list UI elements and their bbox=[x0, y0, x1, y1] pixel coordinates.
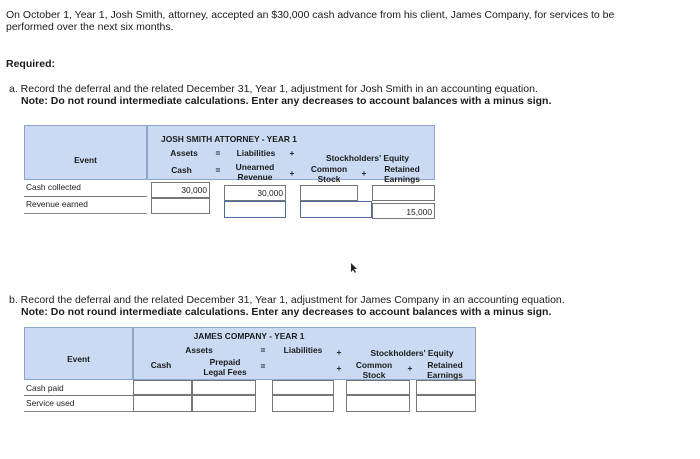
table-b-title: JAMES COMPANY - YEAR 1 bbox=[193, 331, 305, 341]
event-header: Event bbox=[74, 155, 97, 165]
part-b-note: Note: Do not round intermediate calculations. Enter any decreases to account balances with a minus sign. bbox=[21, 306, 552, 318]
input-liabilities-b-row2[interactable] bbox=[272, 395, 334, 412]
journal-table-b bbox=[24, 327, 476, 415]
prepaid-legal-fees-header bbox=[194, 358, 256, 377]
table-a-title: JOSH SMITH ATTORNEY - YEAR 1 bbox=[161, 134, 297, 144]
prepaid-line-1: Prepaid bbox=[209, 357, 241, 367]
cursor-icon bbox=[350, 262, 358, 274]
common-line-1: Common bbox=[310, 164, 348, 174]
row-event-cash-collected: Cash collected bbox=[26, 182, 81, 192]
row-divider-b-bottom bbox=[24, 411, 133, 412]
cash-column-header-b: Cash bbox=[150, 360, 172, 370]
row-event-revenue-earned: Revenue earned bbox=[26, 199, 88, 209]
part-a-instruction: a. Record the deferral and the related December 31, Year 1, adjustment for Josh Smith in an accounting equation. bbox=[9, 83, 538, 95]
input-liabilities-b-row1[interactable] bbox=[272, 380, 334, 395]
liabilities-header: Liabilities bbox=[236, 148, 276, 158]
prepaid-line-2: Legal Fees bbox=[203, 366, 247, 377]
row-divider bbox=[24, 196, 147, 197]
row-divider-bottom bbox=[24, 213, 147, 214]
required-label: Required: bbox=[6, 58, 56, 70]
input-prepaid-b-row2[interactable] bbox=[192, 395, 256, 412]
input-common-b-row1[interactable] bbox=[346, 380, 410, 395]
input-common-row1[interactable] bbox=[300, 185, 358, 201]
input-unearned-row2[interactable] bbox=[224, 201, 286, 218]
row-divider-b bbox=[24, 395, 133, 396]
journal-table-a bbox=[24, 125, 435, 218]
event-header-b: Event bbox=[67, 354, 90, 364]
input-cash-b-row2[interactable] bbox=[133, 395, 192, 412]
retained-line-1: Retained bbox=[384, 164, 420, 174]
plus-sign-b: + bbox=[336, 347, 342, 357]
retained-b-line-2: Earnings bbox=[427, 369, 463, 380]
common-stock-header-b bbox=[346, 361, 402, 380]
common-line-2: Stock bbox=[317, 173, 341, 184]
input-retained-b-row2[interactable] bbox=[416, 395, 476, 412]
equals-sign-2: = bbox=[215, 165, 221, 175]
assets-header: Assets bbox=[170, 148, 198, 158]
cash-column-header: Cash bbox=[171, 165, 192, 175]
intro-line-2: performed over the next six months. bbox=[6, 21, 174, 33]
stockholders-equity-header: Stockholders' Equity bbox=[326, 153, 409, 163]
retained-earnings-header-b bbox=[416, 361, 474, 380]
input-cash-row1[interactable]: 30,000 bbox=[151, 182, 210, 198]
equals-sign: = bbox=[215, 148, 221, 158]
plus-sign-b-3: + bbox=[407, 363, 413, 373]
unearned-line-2: Revenue bbox=[237, 171, 273, 182]
input-cash-b-row1[interactable] bbox=[133, 380, 192, 395]
assets-header-b: Assets bbox=[185, 345, 213, 355]
plus-sign-3: + bbox=[361, 168, 367, 178]
row-event-cash-paid: Cash paid bbox=[26, 383, 64, 393]
plus-sign-2: + bbox=[289, 168, 295, 178]
input-cash-row2[interactable] bbox=[151, 198, 210, 214]
equals-sign-b-2: = bbox=[260, 361, 266, 371]
part-b-instruction: b. Record the deferral and the related December 31, Year 1, adjustment for James Company in an accounting equation. bbox=[9, 294, 565, 306]
input-retained-row1[interactable] bbox=[372, 185, 435, 201]
unearned-revenue-header bbox=[224, 163, 286, 182]
input-common-b-row2[interactable] bbox=[346, 395, 410, 412]
event-header-cell bbox=[24, 125, 147, 180]
plus-sign: + bbox=[289, 148, 295, 158]
common-stock-header bbox=[302, 165, 356, 184]
intro-line-1: On October 1, Year 1, Josh Smith, attorney, accepted an $30,000 cash advance from his client, James Company, for services to be bbox=[6, 9, 615, 21]
retained-b-line-1: Retained bbox=[427, 360, 463, 370]
input-retained-row2[interactable]: 15,000 bbox=[372, 203, 435, 219]
plus-sign-b-2: + bbox=[336, 363, 342, 373]
input-retained-b-row1[interactable] bbox=[416, 380, 476, 395]
retained-line-2: Earnings bbox=[384, 173, 420, 184]
part-a-note: Note: Do not round intermediate calculations. Enter any decreases to account balances with a minus sign. bbox=[21, 95, 552, 107]
unearned-line-1: Unearned bbox=[235, 162, 275, 172]
common-b-line-1: Common bbox=[355, 360, 393, 370]
common-b-line-2: Stock bbox=[362, 369, 386, 380]
row-event-service-used: Service used bbox=[26, 398, 75, 408]
liabilities-header-b: Liabilities bbox=[283, 345, 323, 355]
input-prepaid-b-row1[interactable] bbox=[192, 380, 256, 395]
stockholders-equity-header-b: Stockholders' Equity bbox=[370, 348, 454, 358]
input-common-row2[interactable] bbox=[300, 201, 372, 218]
equals-sign-b: = bbox=[260, 345, 266, 355]
retained-earnings-header bbox=[372, 165, 432, 184]
input-unearned-row1[interactable]: 30,000 bbox=[224, 185, 286, 201]
